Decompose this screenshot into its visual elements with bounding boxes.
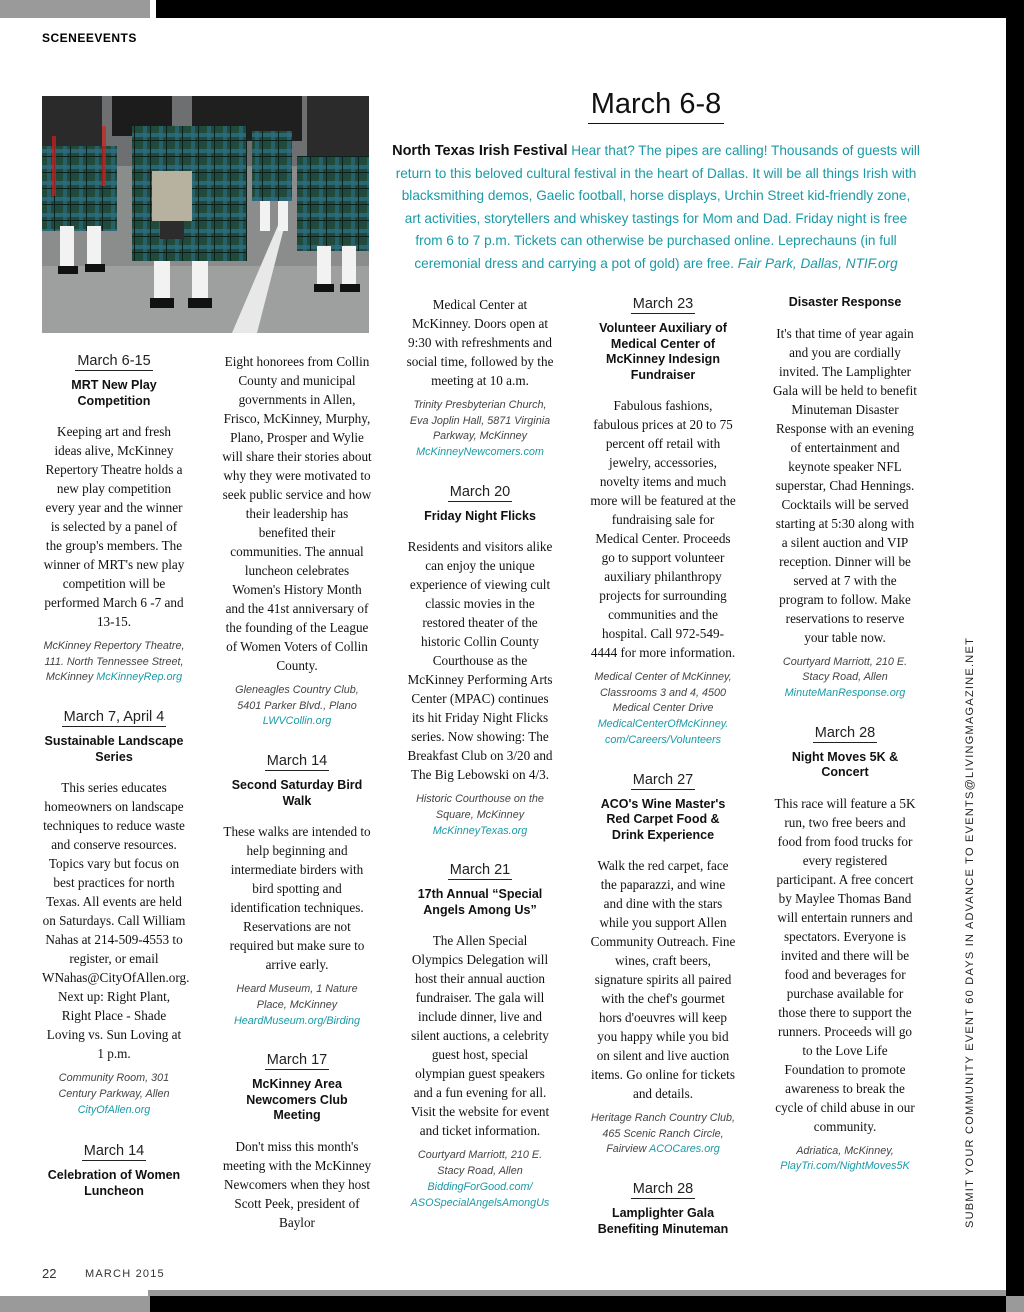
event-newcomers-continued — [406, 295, 554, 461]
event-wine-master — [590, 771, 736, 1159]
event-link-part[interactable]: com/Careers/Volunteers — [604, 733, 721, 746]
section-label-events: EVENTS — [85, 31, 137, 45]
event-date: March 28 — [814, 724, 876, 741]
event-title: Disaster Response — [788, 295, 902, 309]
event-link[interactable]: McKinneyTexas.org — [432, 824, 528, 837]
event-address: Courtyard Marriott, 210 E. Stacy Road, Allen — [417, 1149, 543, 1178]
event-date: March 14 — [83, 1143, 145, 1160]
event-link[interactable]: McKinneyRep.org — [96, 671, 183, 684]
event-location — [406, 398, 554, 461]
event-title: Friday Night Flicks — [424, 508, 536, 523]
event-address: Courtyard Marriott, 210 E. Stacy Road, Allen — [782, 655, 908, 684]
frame-bar-bottom-left — [0, 1296, 150, 1312]
feature-date: March 6-8 — [590, 88, 722, 120]
event-description: Residents and visitors alike can enjoy the unique experience of viewing cult classic movies in the restored theater of the historic Collin County Courthouse as the McKinney Performing Arts Center (MPAC) continues its hit Friday Night Flicks series. Now showing: The Breakfast Club on 3/20 and The Big Lebowski on 4/3. — [407, 539, 553, 783]
column-4 — [590, 295, 736, 1250]
event-title: Volunteer Auxiliary of Medical Center of McKinney Indesign Fundraiser — [599, 321, 727, 382]
event-location — [590, 670, 736, 749]
event-date: March 28 — [632, 1181, 694, 1198]
section-label-scene: SCENE — [42, 31, 86, 45]
event-women-luncheon — [42, 1142, 186, 1199]
event-description: These walks are intended to help beginning and intermediate birders with bird spotting and identification techniques. Reservations are not required but make sure to arrive early. — [223, 824, 371, 973]
event-title: Second Saturday Bird Walk — [231, 778, 363, 808]
event-description: This race will feature a 5K run, two free beers and food from food trucks for every registered participant. A free concert by Maylee Thomas Band will entertain runners and spectators. Everyone is invited and there will be food and beverages for purchase available for those there to support the runners. Proceeds will go to the Love Life Foundation to promote awareness to break the cycle of child abuse in our community. — [774, 795, 916, 1134]
event-title: MRT New Play Competition — [71, 378, 157, 408]
event-link-part[interactable]: BiddingForGood.com/ — [427, 1180, 533, 1193]
event-address: McKinney Repertory Theatre, 111. North Tennessee Street, McKinney — [43, 640, 185, 684]
column-3 — [406, 295, 554, 1211]
event-location — [406, 1148, 554, 1211]
event-newcomers — [222, 1051, 372, 1232]
event-lamplighter-gala — [590, 1180, 736, 1237]
event-link[interactable]: MinuteManResponse.org — [784, 686, 906, 699]
event-description: The Allen Special Olympics Delegation will host their annual auction fundraiser. The gala will include dinner, live and silent auctions, a celebrity guest host, special olympian guest speakers and a fun evening for all. Visit the website for event and ticket information. — [410, 933, 550, 1139]
event-address: Gleneagles Country Club, 5401 Parker Blvd., Plano — [235, 684, 359, 712]
event-date: March 23 — [632, 296, 694, 312]
event-mrt — [42, 352, 186, 686]
event-location — [772, 655, 918, 702]
issue-date: MARCH 2015 — [85, 1268, 165, 1280]
event-title: Night Moves 5K & Concert — [791, 749, 899, 780]
event-description: This series educates homeowners on landscape techniques to reduce waste and conserve resources. Topics vary but focus on best practices for north Texas. All events are held on Saturdays. Call William Nahas at 214-509-4553 to register, or email WNahas@CityOfAllen.org. Next up: Right Plant, Right Place - Shade Loving vs. Sun Loving at 1 p.m. — [42, 780, 190, 1062]
event-special-angels — [406, 861, 554, 1211]
event-title: 17th Annual “Special Angels Among Us” — [417, 887, 543, 917]
event-date: March 6-15 — [77, 353, 151, 369]
event-description: Keeping art and fresh ideas alive, McKinney Repertory Theatre holds a new play competition every year and the winner is selected by a panel of the group's members. The winner of MRT's new play competition will be performed March 6 -7 and 13-15. — [43, 424, 185, 629]
event-link[interactable]: PlayTri.com/NightMoves5K — [780, 1160, 910, 1173]
event-link[interactable]: ACOCares.org — [649, 1143, 720, 1156]
event-description: Medical Center at McKinney. Doors open at 9:30 with refreshments and social time, followed by the meeting at 10 a.m. — [406, 297, 554, 388]
event-date: March 20 — [449, 483, 511, 500]
event-link-part[interactable]: MedicalCenterOfMcKinney. — [597, 718, 729, 731]
feature-title: North Texas Irish Festival — [392, 143, 568, 159]
event-night-moves — [772, 724, 918, 1175]
event-date: March 7, April 4 — [63, 709, 165, 726]
frame-bar-bottom — [150, 1296, 1024, 1312]
event-description: Eight honorees from Collin County and municipal governments in Allen, Frisco, McKinney, Murphy, Plano, Prosper and Wylie will share their stories about why they were motivated to seek public service and how their leadership has benefited their communities. The annual luncheon celebrates Women's History Month and the 41st anniversary of the founding of the League of Women Voters of Collin County. — [222, 354, 372, 673]
page-number: 22 — [42, 1266, 57, 1281]
frame-bar-top — [156, 0, 1024, 18]
feature-date-underline — [588, 123, 724, 124]
event-location — [590, 1111, 736, 1158]
submission-note: SUBMIT YOUR COMMUNITY EVENT 60 DAYS IN ADVANCE TO EVENTS@LIVINGMAGAZINE.NET — [964, 636, 976, 1228]
event-location — [222, 683, 372, 730]
event-title: ACO's Wine Master's Red Carpet Food & Drink Experience — [600, 796, 726, 842]
event-address: Historic Courthouse on the Square, McKinney — [416, 793, 544, 822]
event-link[interactable]: McKinneyNewcomers.com — [416, 446, 544, 459]
event-friday-flicks — [406, 483, 554, 840]
feature-event — [392, 140, 920, 275]
event-date: March 14 — [266, 753, 328, 770]
event-women-luncheon-continued — [222, 352, 372, 730]
event-location — [42, 1071, 186, 1118]
event-link[interactable] — [411, 1181, 550, 1209]
event-link[interactable]: LWVCollin.org — [262, 715, 332, 728]
event-title: Celebration of Women Luncheon — [47, 1168, 181, 1198]
event-location — [406, 792, 554, 839]
event-link[interactable] — [598, 718, 729, 746]
event-title: Lamplighter Gala Benefiting Minuteman — [597, 1206, 729, 1236]
event-location — [772, 1144, 918, 1175]
frame-bar-top-left — [0, 0, 150, 18]
event-description: Fabulous fashions, fabulous prices at 20 to 75 percent off retail with jewelry, accessories, novelty items and much more will be featured at the fundraising sale for Medical Center. Proceeds go to support volunteer auxiliary philanthropy projects for surrounding communities and the hospital. Call 972-549-4444 for more information. — [590, 398, 736, 660]
event-volunteer-auxiliary — [590, 295, 736, 749]
event-address: Medical Center of McKinney, Classrooms 3 and 4, 4500 Medical Center Drive — [594, 671, 732, 715]
event-date: March 21 — [449, 862, 511, 879]
event-lamplighter-gala-continued — [772, 295, 918, 702]
column-5 — [772, 295, 918, 1175]
column-1 — [42, 352, 190, 1212]
feature-venue: Fair Park, Dallas, NTIF.org — [737, 255, 898, 271]
event-date: March 27 — [632, 771, 694, 788]
event-address: Heard Museum, 1 Nature Place, McKinney — [236, 983, 358, 1011]
frame-bar-corner — [1006, 1296, 1024, 1312]
event-address: Adriatica, McKinney, — [796, 1144, 894, 1157]
event-address: Community Room, 301 Century Parkway, Allen — [58, 1072, 170, 1100]
event-date: March 17 — [266, 1052, 328, 1069]
event-title: Sustainable Landscape Series — [44, 734, 184, 764]
event-address: Trinity Presbyterian Church, Eva Joplin Hall, 5871 Virginia Parkway, McKinney — [409, 399, 551, 443]
frame-bar-right — [1006, 0, 1024, 1296]
section-label — [42, 31, 137, 45]
event-description: Walk the red carpet, face the paparazzi, and wine and dine with the stars while you support Allen Community Outreach. Fine wines, craft beers, signature spirits all paired with the chef's gourmet hors d'oeuvres will keep you happy while you bid on silent and live auction items. Go online for tickets and details. — [590, 858, 736, 1102]
event-link-part[interactable]: ASOSpecialAngelsAmongUs — [410, 1196, 550, 1209]
event-location — [222, 982, 372, 1029]
event-location — [42, 639, 186, 686]
event-title: McKinney Area Newcomers Club Meeting — [246, 1077, 348, 1123]
event-address: Heritage Ranch Country Club, 465 Scenic Ranch Circle, Fairview — [590, 1112, 736, 1156]
bagpipers-photo — [42, 96, 369, 333]
event-link[interactable]: HeardMuseum.org/Birding — [233, 1014, 361, 1027]
event-description: It's that time of year again and you are cordially invited. The Lamplighter Gala will be held to benefit Minuteman Disaster Response with an evening of entertainment and keynote speaker NFL superstar, Chad Hennings. Cocktails will be served starting at 5:30 along with a silent auction and VIP reception. Dinner will be served at 7 with the program to follow. Make reservations to reserve your table now. — [773, 325, 917, 645]
event-description: Don't miss this month's meeting with the McKinney Newcomers when they host Scott Peek, president of Baylor — [222, 1138, 372, 1230]
event-link[interactable]: CityOfAllen.org — [77, 1103, 151, 1116]
feature-description: Hear that? The pipes are calling! Thousands of guests will return to this beloved cultural festival in the heart of Dallas. It will be all things Irish with blacksmithing demos, Gaelic football, horse displays, Urchin Street kid-friendly zone, art activities, storytellers and whiskey tastings for Mom and Dad. Friday night is free from 6 to 7 p.m. Tickets can otherwise be purchased online. Leprechauns (in full ceremonial dress and carrying a pot of gold) are free. — [395, 143, 920, 271]
column-2 — [222, 352, 372, 1240]
event-bird-walk — [222, 752, 372, 1029]
event-landscape — [42, 708, 190, 1118]
